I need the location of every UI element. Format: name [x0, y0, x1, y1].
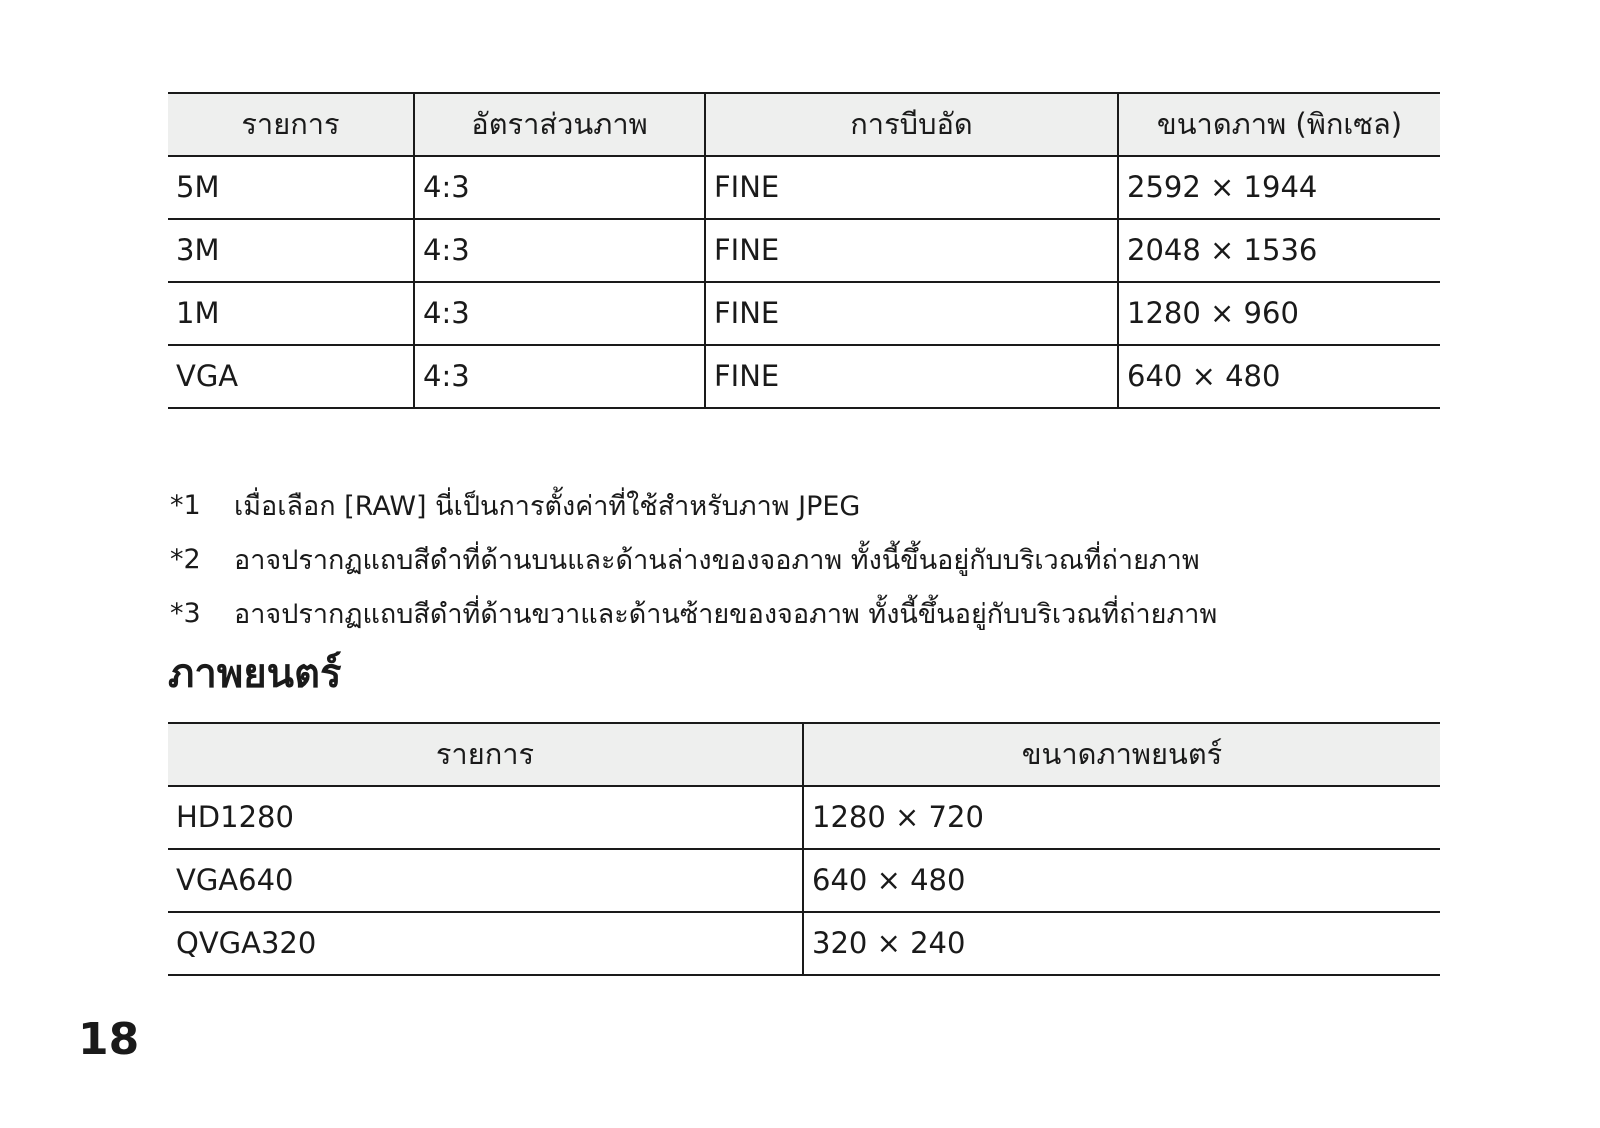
footnote-text: อาจปรากฏแถบสีดำที่ด้านขวาและด้านซ้ายของจอภาพ ทั้งนี้ขึ้นอยู่กับบริเวณที่ถ่ายภาพ — [234, 598, 1218, 630]
table-row — [168, 786, 1440, 849]
cell-item: VGA640 — [168, 849, 803, 912]
cell-compression: FINE — [705, 219, 1118, 282]
movie-size-table — [168, 722, 1440, 976]
cell-image-size: 2592 × 1944 — [1118, 156, 1440, 219]
cell-movie-size: 640 × 480 — [803, 849, 1440, 912]
cell-aspect-ratio: 4:3 — [414, 219, 705, 282]
footnote — [170, 478, 1470, 532]
cell-aspect-ratio: 4:3 — [414, 156, 705, 219]
header-compression: การบีบอัด — [705, 93, 1118, 156]
footnote-text: เมื่อเลือก [RAW] นี่เป็นการตั้งค่าที่ใช้สำหรับภาพ JPEG — [234, 490, 861, 522]
table-row — [168, 156, 1440, 219]
cell-movie-size: 320 × 240 — [803, 912, 1440, 975]
footnote-mark: *2 — [170, 543, 201, 575]
image-size-table — [168, 92, 1440, 409]
cell-aspect-ratio: 4:3 — [414, 345, 705, 408]
cell-image-size: 2048 × 1536 — [1118, 219, 1440, 282]
footnote — [170, 586, 1470, 640]
cell-item: VGA — [168, 345, 414, 408]
cell-compression: FINE — [705, 282, 1118, 345]
table-row — [168, 219, 1440, 282]
cell-item: 3M — [168, 219, 414, 282]
table-row — [168, 282, 1440, 345]
table-header-row — [168, 93, 1440, 156]
footnotes — [170, 478, 1470, 640]
movie-section-title: ภาพยนตร์ — [168, 651, 342, 697]
cell-compression: FINE — [705, 345, 1118, 408]
header-item: รายการ — [168, 93, 414, 156]
cell-image-size: 1280 × 960 — [1118, 282, 1440, 345]
table-header-row — [168, 723, 1440, 786]
cell-item: 1M — [168, 282, 414, 345]
footnote — [170, 532, 1470, 586]
header-movie-size: ขนาดภาพยนตร์ — [803, 723, 1440, 786]
page-number: 18 — [78, 1014, 140, 1065]
table-row — [168, 345, 1440, 408]
cell-image-size: 640 × 480 — [1118, 345, 1440, 408]
cell-item: 5M — [168, 156, 414, 219]
table-row — [168, 912, 1440, 975]
table-row — [168, 849, 1440, 912]
footnote-mark: *3 — [170, 597, 201, 629]
footnote-mark: *1 — [170, 489, 201, 521]
header-aspect-ratio: อัตราส่วนภาพ — [414, 93, 705, 156]
cell-aspect-ratio: 4:3 — [414, 282, 705, 345]
footnote-text: อาจปรากฏแถบสีดำที่ด้านบนและด้านล่างของจอภาพ ทั้งนี้ขึ้นอยู่กับบริเวณที่ถ่ายภาพ — [234, 544, 1200, 576]
cell-item: HD1280 — [168, 786, 803, 849]
header-item: รายการ — [168, 723, 803, 786]
cell-item: QVGA320 — [168, 912, 803, 975]
header-image-size: ขนาดภาพ (พิกเซล) — [1118, 93, 1440, 156]
cell-compression: FINE — [705, 156, 1118, 219]
cell-movie-size: 1280 × 720 — [803, 786, 1440, 849]
